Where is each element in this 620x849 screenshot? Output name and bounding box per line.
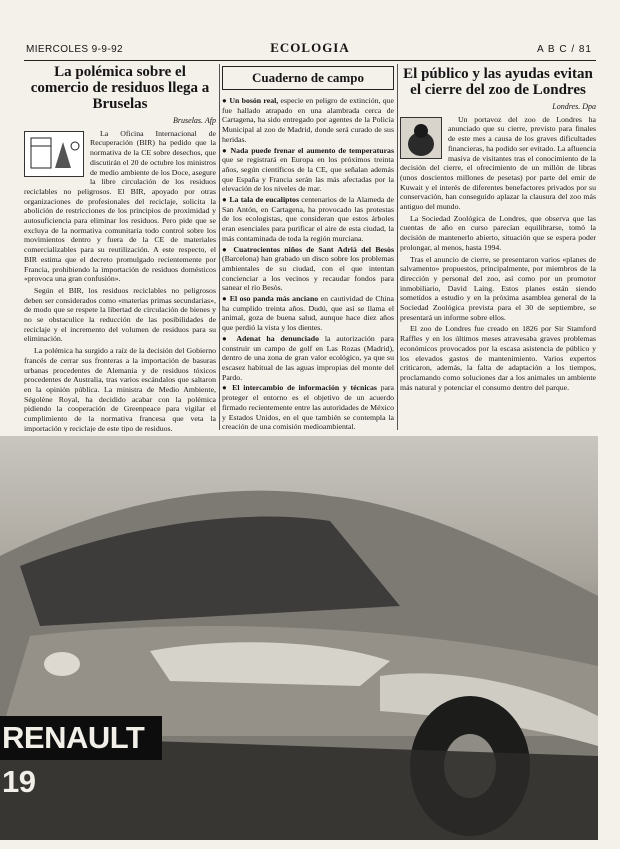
page-header	[24, 40, 596, 61]
list-item: ● La tala de eucaliptos centenarios de la Alameda de San Antón, en Cartagena, ha provocado las protestas de los ecologistas, que consideran que estos árboles eran esenciales para purificar el aire de esta ciudad, la más contaminada de toda la región murciana.	[222, 195, 394, 243]
illustration-thumbnail	[24, 131, 84, 177]
list-item: ● Nada puede frenar el aumento de temperaturas que se registrará en Europa en los próximos treinta años, según científicos de la CE, que señalan además que España y Francia serán las más afectadas por la elevación de los niveles de mar.	[222, 145, 394, 194]
article-left-paragraph: La Oficina Internacional de Recuperación (BIR) ha pedido que la normativa de la CE sobre desechos, que discutirán el 20 de octubre los ministros de medio ambiente de los Doce, asegure la libre circulación de los residuos reciclables no peligrosos. El BIR, apoyado por otras organizaciones de profesionales del reciclaje, solicita la abolición de restricciones de los principios de proximidad y autosuficiencia para eliminar los residuos. Pero pide que se excluya de la normativa comunitaria todo control sobre los movimientos dentro y fuera de la CE de materiales comercializables para su reutilización. A este respecto, el BIR estima que el decreto promulgado recientemente por Francia, prohibiendo la importación de residuos domésticos «provoca una gran confusión».	[24, 128, 216, 284]
gorilla-icon	[401, 118, 441, 158]
cuaderno-title: Cuaderno de campo	[222, 66, 394, 90]
article-left-dateline: Bruselas. Afp	[173, 116, 216, 125]
list-item: ● Adenat ha denunciado la autorización para construir un campo de golf en Las Rozas (Madrid), dentro de una zona de gran valor ecológico, ya que su escasez habitual de las aguas impropias del monte del Pardo.	[222, 333, 394, 382]
article-left-paragraph: Según el BIR, los residuos reciclables no peligrosos deben ser considerados como «materias primas secundarias», de modo que se respete la libertad de circulación de bienes y no se obstaculice la reducción de las posibilidades de reciclaje y el incremento del volumen de residuos para su eliminación.	[24, 285, 216, 344]
article-right-paragraph: Un portavoz del zoo de Londres ha anunciado que su cierre, previsto para finales de este mes a causa de los graves dificultades financieras, ha podido ser evitado. La afluencia masiva de visitantes tras el conocimiento de la decisión del cierre, el ofrecimiento de un millón de libras (unos doscientos millones de pesetas) por parte del emir de Kuwait y el interés de diferentes benefactores privados por su conservación, han conseguido aplazar la clausura del zoo más antiguo del mundo.	[400, 114, 596, 212]
article-right-title: El público y las ayudas evitan el cierre del zoo de Londres	[403, 66, 593, 98]
article-left	[24, 64, 216, 432]
issue-date: MIERCOLES 9-9-92	[26, 44, 123, 55]
waste-drawing-icon	[25, 132, 83, 176]
car-photo	[0, 436, 598, 840]
column-divider	[397, 64, 398, 430]
renault-logo-icon	[44, 652, 80, 676]
article-right	[400, 66, 596, 432]
page-number: A B C / 81	[536, 44, 592, 55]
list-item: ● El intercambio de información y técnicas para proteger el entorno es el objetivo de un acuerdo firmado recientemente entre las autoridades de México y Estados Unidos, en el que también se contempla la creación de una comisión medioambiental.	[222, 383, 394, 432]
zoo-photo	[400, 117, 442, 159]
article-right-paragraph: El zoo de Londres fue creado en 1826 por Sir Stamford Raffles y en los últimos meses atravesaba graves problemas económicos provocados por la escasa asistencia de público y los elevados gastos de mantenimiento. Varios expertos criticaron, además, la falta de adaptación a los tiempos, proclamando como soluciones dar a los animales un ambiente más natural y potenciar el consumo dentro del parque.	[400, 324, 596, 392]
list-item: ● Cuatrocientos niños de Sant Adrià del Besòs (Barcelona) han grabado un disco sobre los problemas ambientales de su ciudad, con el que intentan concienciar a los vecinos y recaudar fondos para sanear el río Besòs.	[222, 244, 394, 293]
article-right-paragraph: La Sociedad Zoológica de Londres, que observa que las cuentas de año en curso parecían equilibrarse, tomó la decisión de mantenerlo abierto, situación que se espera poder prolongar, al menos, hasta 1994.	[400, 213, 596, 252]
article-left-paragraph: La polémica ha surgido a raíz de la decisión del Gobierno francés de cerrar sus fronteras a la importación de basuras urbanas procedentes de Alemania y de residuos tóxicos procedentes de Australia, tras varios escándalos que saltaron en la opinión pública. La ministra de Medio Ambiente, Ségolène Royal, ha decidido acabar con la polémica pidiendo la cooperación de Greenpeace para vigilar el cumplimiento de la normativa francesa que veta la importación y reciclaje de este tipo de residuos.	[24, 346, 216, 432]
car-advertisement	[0, 436, 598, 840]
ad-brand-label: RENAULT 19	[0, 716, 162, 760]
cuaderno-box	[222, 66, 394, 432]
article-left-title: La polémica sobre el comercio de residuos llega a Bruselas	[30, 64, 210, 112]
article-right-dateline: Londres. Dpa	[552, 102, 596, 111]
column-divider	[219, 64, 220, 430]
list-item: ● Un bosón real, especie en peligro de extinción, que fue hallado atrapado en una alambrada cerca de Cartagena, ha sido entregado por agentes de la Policía Municipal al zoo de Madrid, donde será curado de sus heridas.	[222, 96, 394, 144]
article-right-paragraph: Tras el anuncio de cierre, se presentaron varios «planes de salvamento» propuestos, principalmente, por miembros de la dirección y personal del zoo, así como por un promotor inmobiliario, David Laing. Estos planes están siendo sometidos a estudio y en la próxima asamblea general de la Sociedad Zoológica prevista para el 30 de septiembre, se presentará un informe sobre ellos.	[400, 254, 596, 322]
cuaderno-list	[222, 96, 394, 432]
list-item: ● El oso panda más anciano en cautividad de China ha cumplido treinta años. Dudú, que así se llama el animal, goza de buena salud, aunque hace diez años que perdió la vista y los dientes.	[222, 294, 394, 333]
section-title: ECOLOGIA	[270, 40, 350, 55]
